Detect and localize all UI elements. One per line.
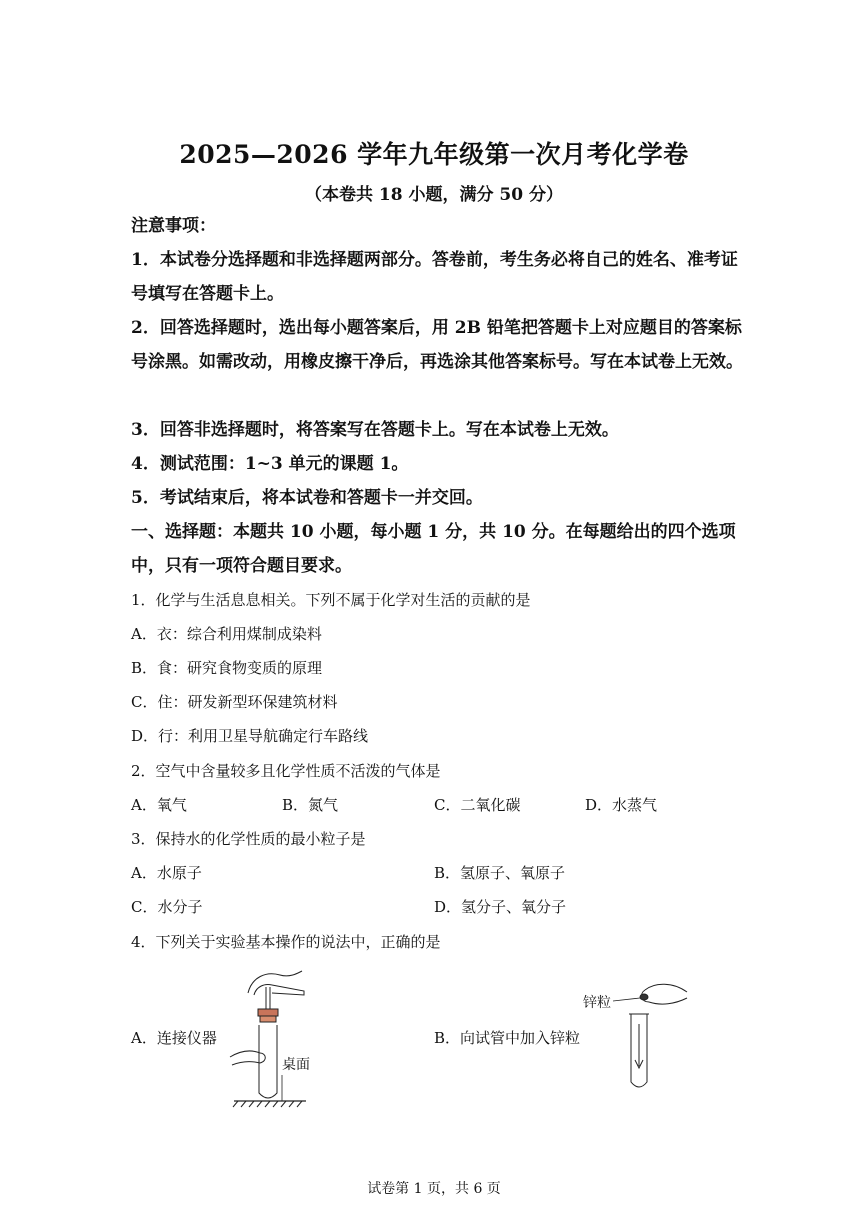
page-title: 2025—2026 学年九年级第一次月考化学卷 — [179, 140, 689, 169]
question-4-option-a: A．连接仪器 — [131, 1029, 217, 1047]
question-1-option-b: B．食：研究食物变质的原理 — [131, 659, 323, 677]
question-1-option-a: A．衣：综合利用煤制成染料 — [131, 625, 322, 643]
notice-item-2: 2．回答选择题时，选出每小题答案后，用 2B 铅笔把答题卡上对应题目的答案标号涂黑。如需改动，用橡皮擦干净后，再选涂其他答案标号。写在本试卷上无效。 — [131, 318, 743, 372]
question-3-option-c: C．水分子 — [131, 898, 203, 916]
table-label: 桌面 — [282, 1057, 310, 1073]
question-2-option-d: D．水蒸气 — [585, 796, 658, 814]
notice-heading: 注意事项： — [131, 216, 216, 236]
notice-item-4: 4．测试范围：1~3 单元的课题 1。 — [131, 454, 409, 474]
question-3-option-b: B．氢原子、氧原子 — [434, 864, 566, 882]
figure-add-zinc — [583, 980, 693, 1095]
question-2-option-c: C．二氧化碳 — [434, 796, 521, 814]
notice-item-5: 5．考试结束后，将本试卷和答题卡一并交回。 — [131, 488, 483, 508]
question-4-option-b: B．向试管中加入锌粒 — [434, 1029, 581, 1047]
figure-connect-apparatus — [226, 965, 336, 1110]
question-2-stem: 2．空气中含量较多且化学性质不活泼的气体是 — [131, 762, 441, 780]
notice-item-1: 1．本试卷分选择题和非选择题两部分。答卷前，考生务必将自己的姓名、准考证号填写在答题卡上。 — [131, 250, 738, 304]
question-3-option-a: A．水原子 — [131, 864, 202, 882]
question-1-stem: 1．化学与生活息息相关。下列不属于化学对生活的贡献的是 — [131, 591, 531, 609]
question-3-option-d: D．氢分子、氧分子 — [434, 898, 567, 916]
notice-item-3: 3．回答非选择题时，将答案写在答题卡上。写在本试卷上无效。 — [131, 420, 619, 440]
question-4-stem: 4．下列关于实验基本操作的说法中，正确的是 — [131, 933, 441, 951]
section-heading: 一、选择题：本题共 10 小题，每小题 1 分，共 10 分。在每题给出的四个选项中，只有一项符合题目要求。 — [131, 522, 736, 576]
question-1-option-c: C．住：研发新型环保建筑材料 — [131, 693, 338, 711]
question-2-option-a: A．氧气 — [131, 796, 187, 814]
connect-apparatus-illustration — [226, 965, 336, 1110]
zinc-label: 锌粒 — [583, 995, 611, 1011]
page-footer: 试卷第 1 页，共 6 页 — [367, 1181, 501, 1197]
question-1-option-d: D．行：利用卫星导航确定行车路线 — [131, 727, 369, 745]
question-2-option-b: B．氮气 — [282, 796, 339, 814]
page-subtitle: （本卷共 18 小题，满分 50 分） — [305, 185, 563, 205]
question-3-stem: 3．保持水的化学性质的最小粒子是 — [131, 830, 366, 848]
